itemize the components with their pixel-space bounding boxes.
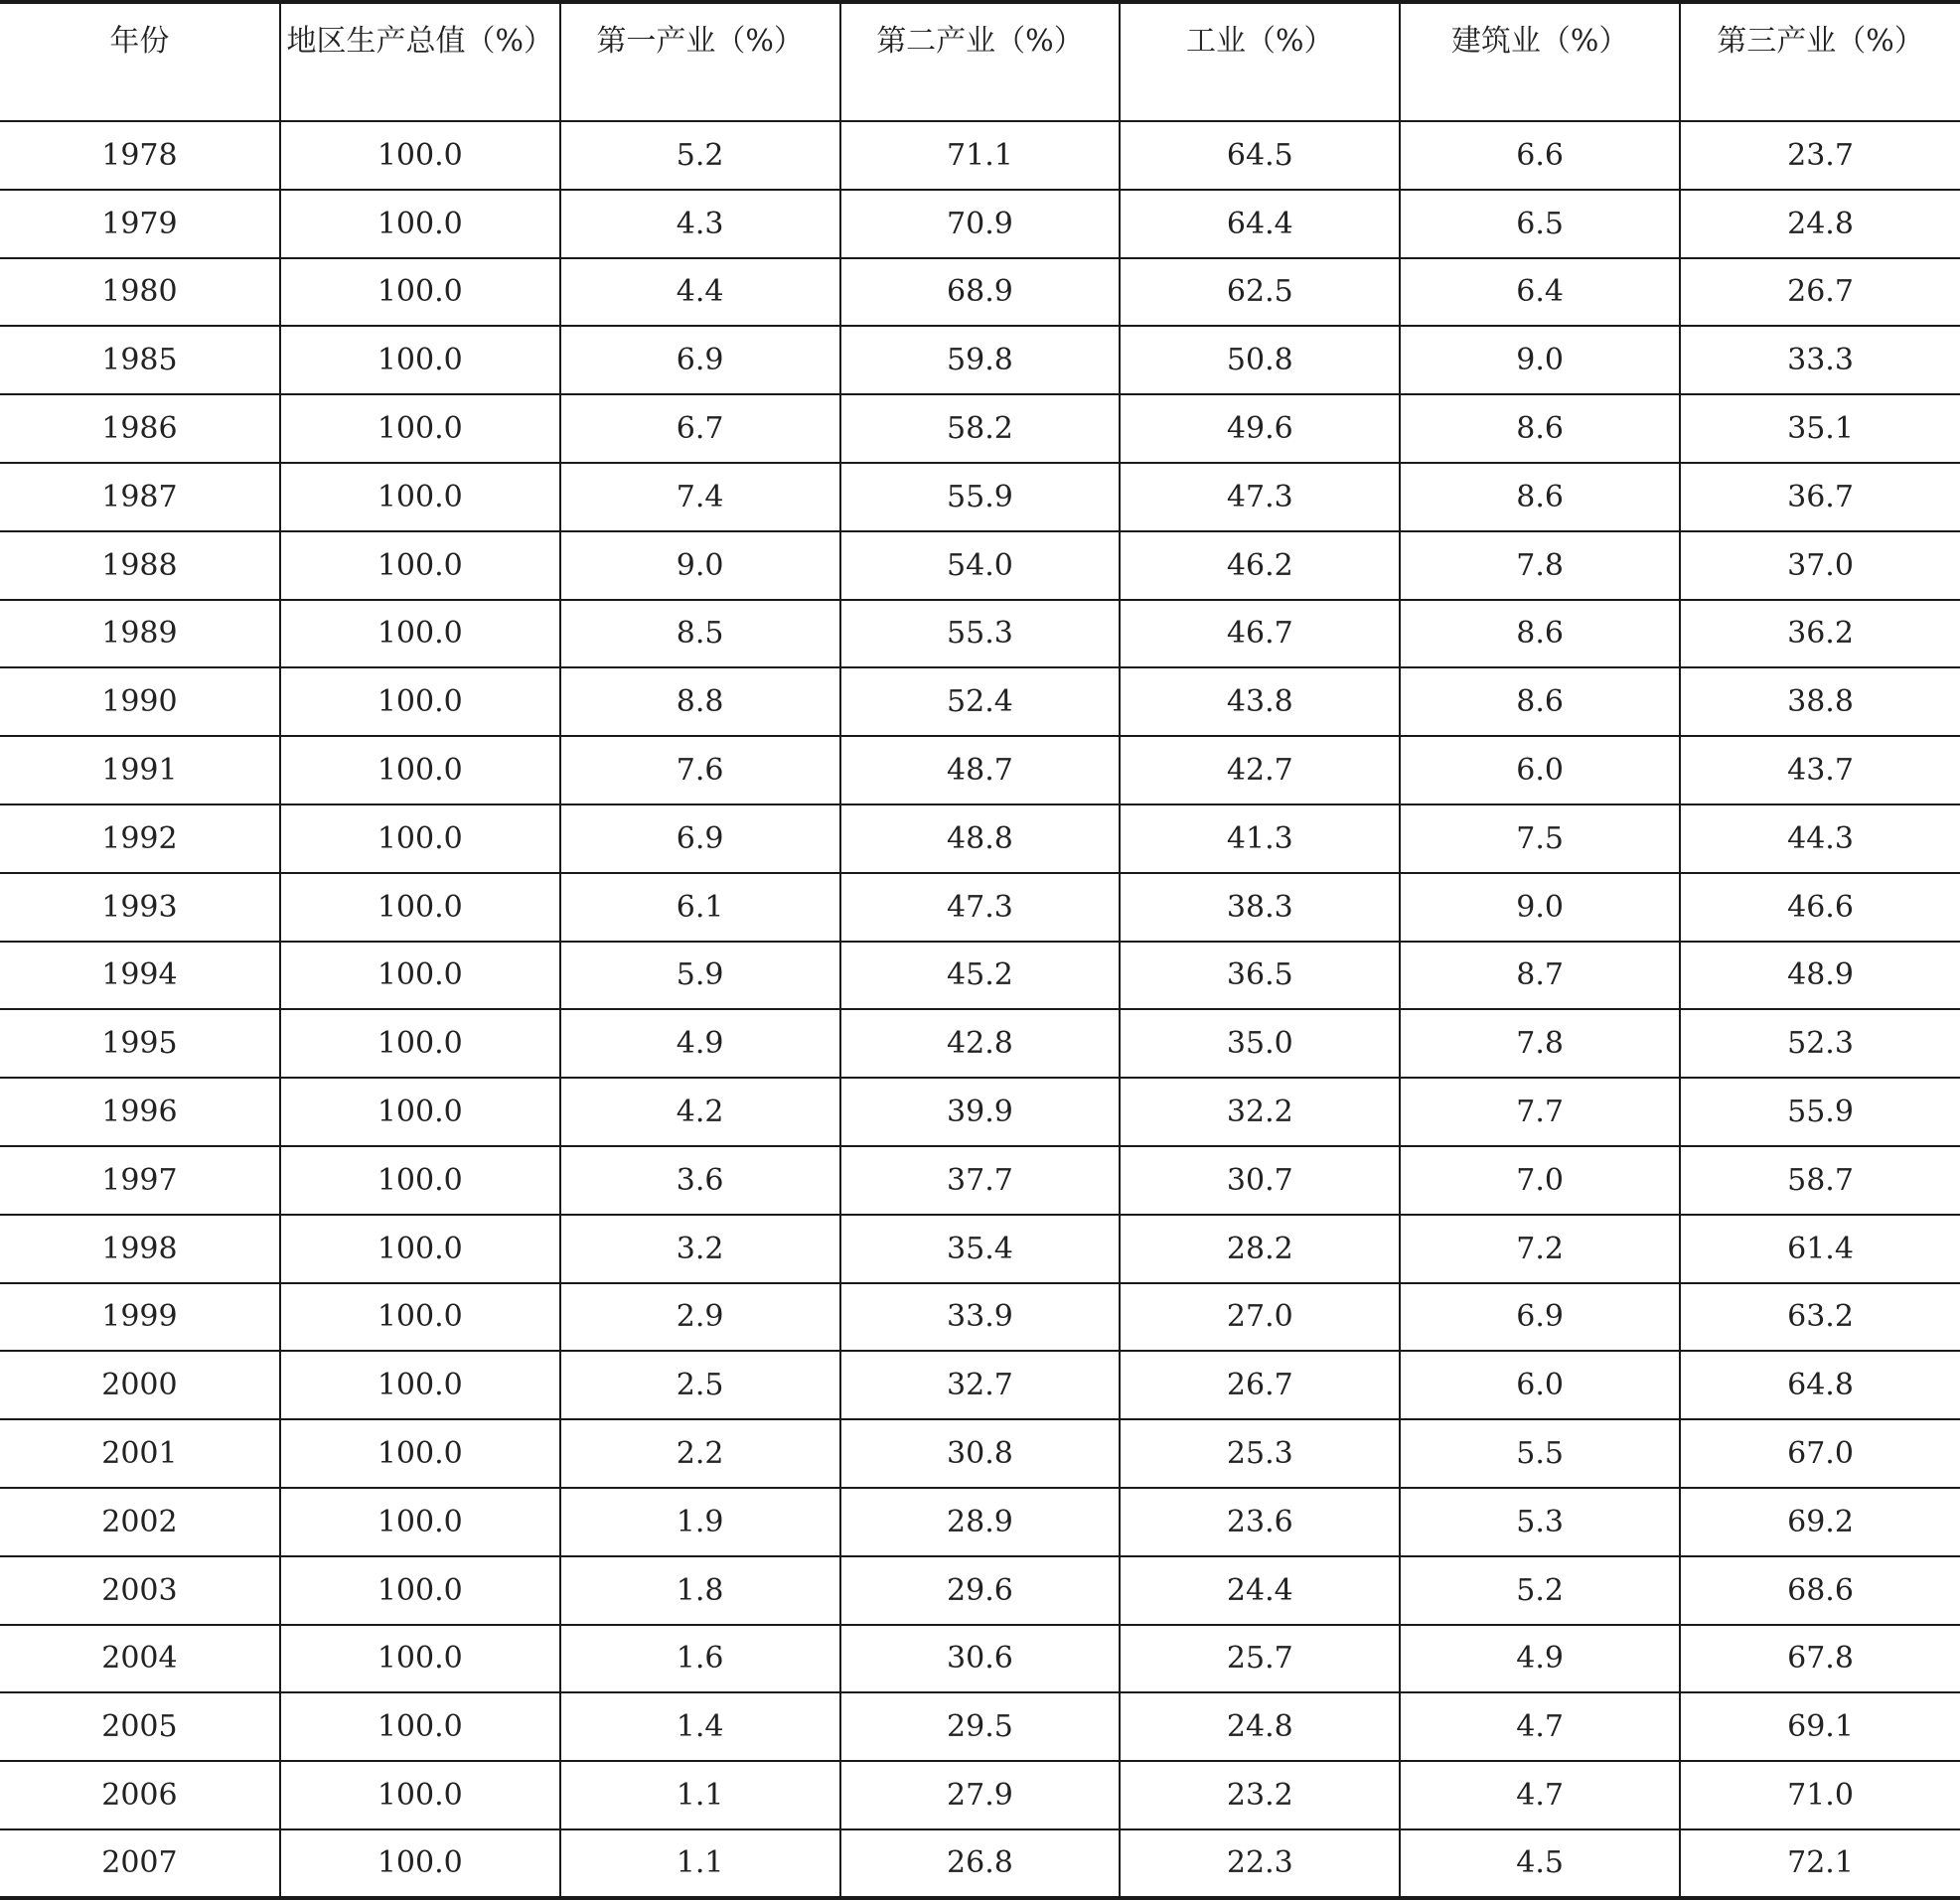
- value-cell: 100.0: [280, 463, 560, 531]
- table-row: [0, 1078, 1960, 1146]
- value-cell: 43.7: [1680, 736, 1960, 804]
- value-cell: 100.0: [280, 942, 560, 1010]
- value-cell: 100.0: [280, 190, 560, 258]
- table-row: [0, 1761, 1960, 1829]
- value-cell: 6.0: [1400, 1351, 1680, 1419]
- value-cell: 52.3: [1680, 1009, 1960, 1078]
- value-cell: 1.4: [560, 1692, 840, 1761]
- value-cell: 41.3: [1120, 804, 1400, 873]
- value-cell: 100.0: [280, 1419, 560, 1488]
- value-cell: 4.2: [560, 1078, 840, 1146]
- value-cell: 30.6: [840, 1625, 1121, 1693]
- value-cell: 50.8: [1120, 326, 1400, 394]
- value-cell: 49.6: [1120, 394, 1400, 463]
- year-cell: 1995: [0, 1009, 280, 1078]
- value-cell: 69.1: [1680, 1692, 1960, 1761]
- value-cell: 25.7: [1120, 1625, 1400, 1693]
- value-cell: 46.6: [1680, 873, 1960, 942]
- value-cell: 100.0: [280, 326, 560, 394]
- value-cell: 6.9: [1400, 1283, 1680, 1352]
- table-row: [0, 1556, 1960, 1625]
- value-cell: 5.2: [560, 121, 840, 190]
- column-header: 地区生产总值（%）: [280, 2, 560, 121]
- value-cell: 1.1: [560, 1829, 840, 1898]
- value-cell: 100.0: [280, 1829, 560, 1898]
- value-cell: 100.0: [280, 736, 560, 804]
- value-cell: 35.0: [1120, 1009, 1400, 1078]
- value-cell: 47.3: [1120, 463, 1400, 531]
- value-cell: 8.5: [560, 600, 840, 668]
- column-header: 工业（%）: [1120, 2, 1400, 121]
- value-cell: 6.6: [1400, 121, 1680, 190]
- value-cell: 100.0: [280, 873, 560, 942]
- value-cell: 100.0: [280, 531, 560, 600]
- value-cell: 9.0: [1400, 326, 1680, 394]
- year-cell: 2007: [0, 1829, 280, 1898]
- value-cell: 4.7: [1400, 1761, 1680, 1829]
- value-cell: 100.0: [280, 600, 560, 668]
- value-cell: 1.8: [560, 1556, 840, 1625]
- value-cell: 52.4: [840, 667, 1121, 736]
- value-cell: 6.5: [1400, 190, 1680, 258]
- value-cell: 9.0: [560, 531, 840, 600]
- table-row: [0, 1692, 1960, 1761]
- value-cell: 2.9: [560, 1283, 840, 1352]
- value-cell: 6.1: [560, 873, 840, 942]
- value-cell: 30.8: [840, 1419, 1121, 1488]
- value-cell: 62.5: [1120, 258, 1400, 327]
- value-cell: 63.2: [1680, 1283, 1960, 1352]
- table-row: [0, 667, 1960, 736]
- value-cell: 7.5: [1400, 804, 1680, 873]
- header-row: [0, 2, 1960, 121]
- value-cell: 42.7: [1120, 736, 1400, 804]
- value-cell: 38.8: [1680, 667, 1960, 736]
- value-cell: 8.7: [1400, 942, 1680, 1010]
- value-cell: 8.6: [1400, 600, 1680, 668]
- year-cell: 2006: [0, 1761, 280, 1829]
- table-row: [0, 326, 1960, 394]
- table-row: [0, 1215, 1960, 1283]
- value-cell: 100.0: [280, 667, 560, 736]
- column-header: 第二产业（%）: [840, 2, 1121, 121]
- value-cell: 1.6: [560, 1625, 840, 1693]
- year-cell: 1988: [0, 531, 280, 600]
- value-cell: 46.7: [1120, 600, 1400, 668]
- value-cell: 8.6: [1400, 667, 1680, 736]
- table-row: [0, 1488, 1960, 1556]
- column-header: 年份: [0, 2, 280, 121]
- value-cell: 9.0: [1400, 873, 1680, 942]
- year-cell: 2004: [0, 1625, 280, 1693]
- value-cell: 35.4: [840, 1215, 1121, 1283]
- table-row: [0, 1283, 1960, 1352]
- value-cell: 35.1: [1680, 394, 1960, 463]
- value-cell: 100.0: [280, 1078, 560, 1146]
- value-cell: 29.5: [840, 1692, 1121, 1761]
- value-cell: 8.6: [1400, 463, 1680, 531]
- value-cell: 26.8: [840, 1829, 1121, 1898]
- value-cell: 27.0: [1120, 1283, 1400, 1352]
- value-cell: 100.0: [280, 1283, 560, 1352]
- value-cell: 6.9: [560, 804, 840, 873]
- value-cell: 58.7: [1680, 1146, 1960, 1215]
- value-cell: 4.7: [1400, 1692, 1680, 1761]
- value-cell: 55.9: [1680, 1078, 1960, 1146]
- table-row: [0, 190, 1960, 258]
- value-cell: 44.3: [1680, 804, 1960, 873]
- value-cell: 100.0: [280, 1351, 560, 1419]
- year-cell: 1986: [0, 394, 280, 463]
- value-cell: 38.3: [1120, 873, 1400, 942]
- value-cell: 1.1: [560, 1761, 840, 1829]
- value-cell: 5.5: [1400, 1419, 1680, 1488]
- value-cell: 100.0: [280, 121, 560, 190]
- value-cell: 6.7: [560, 394, 840, 463]
- table-row: [0, 942, 1960, 1010]
- year-cell: 1996: [0, 1078, 280, 1146]
- table-row: [0, 736, 1960, 804]
- value-cell: 7.8: [1400, 531, 1680, 600]
- column-header: 第一产业（%）: [560, 2, 840, 121]
- value-cell: 2.5: [560, 1351, 840, 1419]
- value-cell: 100.0: [280, 1215, 560, 1283]
- value-cell: 100.0: [280, 1625, 560, 1693]
- value-cell: 100.0: [280, 258, 560, 327]
- year-cell: 1979: [0, 190, 280, 258]
- value-cell: 100.0: [280, 1009, 560, 1078]
- value-cell: 71.0: [1680, 1761, 1960, 1829]
- value-cell: 100.0: [280, 394, 560, 463]
- value-cell: 4.4: [560, 258, 840, 327]
- table-row: [0, 1351, 1960, 1419]
- value-cell: 5.3: [1400, 1488, 1680, 1556]
- value-cell: 67.8: [1680, 1625, 1960, 1693]
- value-cell: 45.2: [840, 942, 1121, 1010]
- value-cell: 67.0: [1680, 1419, 1960, 1488]
- value-cell: 37.7: [840, 1146, 1121, 1215]
- value-cell: 70.9: [840, 190, 1121, 258]
- table-row: [0, 463, 1960, 531]
- value-cell: 36.7: [1680, 463, 1960, 531]
- value-cell: 25.3: [1120, 1419, 1400, 1488]
- value-cell: 64.4: [1120, 190, 1400, 258]
- value-cell: 3.6: [560, 1146, 840, 1215]
- year-cell: 1980: [0, 258, 280, 327]
- year-cell: 2002: [0, 1488, 280, 1556]
- value-cell: 55.3: [840, 600, 1121, 668]
- value-cell: 23.6: [1120, 1488, 1400, 1556]
- value-cell: 7.7: [1400, 1078, 1680, 1146]
- value-cell: 30.7: [1120, 1146, 1400, 1215]
- year-cell: 1997: [0, 1146, 280, 1215]
- value-cell: 24.4: [1120, 1556, 1400, 1625]
- table-row: [0, 394, 1960, 463]
- value-cell: 24.8: [1120, 1692, 1400, 1761]
- table-header: [0, 2, 1960, 121]
- year-cell: 2000: [0, 1351, 280, 1419]
- value-cell: 42.8: [840, 1009, 1121, 1078]
- value-cell: 22.3: [1120, 1829, 1400, 1898]
- value-cell: 32.2: [1120, 1078, 1400, 1146]
- value-cell: 33.9: [840, 1283, 1121, 1352]
- year-cell: 1978: [0, 121, 280, 190]
- value-cell: 68.9: [840, 258, 1121, 327]
- value-cell: 4.9: [1400, 1625, 1680, 1693]
- value-cell: 68.6: [1680, 1556, 1960, 1625]
- value-cell: 5.2: [1400, 1556, 1680, 1625]
- value-cell: 7.6: [560, 736, 840, 804]
- value-cell: 43.8: [1120, 667, 1400, 736]
- value-cell: 26.7: [1680, 258, 1960, 327]
- column-header: 建筑业（%）: [1400, 2, 1680, 121]
- year-cell: 1994: [0, 942, 280, 1010]
- year-cell: 1992: [0, 804, 280, 873]
- value-cell: 23.7: [1680, 121, 1960, 190]
- value-cell: 100.0: [280, 804, 560, 873]
- value-cell: 7.4: [560, 463, 840, 531]
- value-cell: 55.9: [840, 463, 1121, 531]
- value-cell: 71.1: [840, 121, 1121, 190]
- value-cell: 28.2: [1120, 1215, 1400, 1283]
- table-row: [0, 1419, 1960, 1488]
- value-cell: 69.2: [1680, 1488, 1960, 1556]
- value-cell: 39.9: [840, 1078, 1121, 1146]
- value-cell: 4.9: [560, 1009, 840, 1078]
- year-cell: 1989: [0, 600, 280, 668]
- value-cell: 48.8: [840, 804, 1121, 873]
- value-cell: 24.8: [1680, 190, 1960, 258]
- value-cell: 58.2: [840, 394, 1121, 463]
- value-cell: 37.0: [1680, 531, 1960, 600]
- value-cell: 64.8: [1680, 1351, 1960, 1419]
- value-cell: 48.7: [840, 736, 1121, 804]
- value-cell: 36.5: [1120, 942, 1400, 1010]
- value-cell: 7.8: [1400, 1009, 1680, 1078]
- value-cell: 6.9: [560, 326, 840, 394]
- value-cell: 27.9: [840, 1761, 1121, 1829]
- value-cell: 8.6: [1400, 394, 1680, 463]
- value-cell: 28.9: [840, 1488, 1121, 1556]
- year-cell: 2001: [0, 1419, 280, 1488]
- table-row: [0, 804, 1960, 873]
- year-cell: 1985: [0, 326, 280, 394]
- year-cell: 1993: [0, 873, 280, 942]
- value-cell: 5.9: [560, 942, 840, 1010]
- value-cell: 59.8: [840, 326, 1121, 394]
- table-row: [0, 121, 1960, 190]
- value-cell: 61.4: [1680, 1215, 1960, 1283]
- table-row: [0, 1146, 1960, 1215]
- year-cell: 1999: [0, 1283, 280, 1352]
- value-cell: 100.0: [280, 1488, 560, 1556]
- value-cell: 1.9: [560, 1488, 840, 1556]
- value-cell: 100.0: [280, 1692, 560, 1761]
- value-cell: 54.0: [840, 531, 1121, 600]
- value-cell: 100.0: [280, 1761, 560, 1829]
- value-cell: 47.3: [840, 873, 1121, 942]
- value-cell: 46.2: [1120, 531, 1400, 600]
- year-cell: 1990: [0, 667, 280, 736]
- value-cell: 48.9: [1680, 942, 1960, 1010]
- value-cell: 8.8: [560, 667, 840, 736]
- value-cell: 3.2: [560, 1215, 840, 1283]
- value-cell: 26.7: [1120, 1351, 1400, 1419]
- year-cell: 1987: [0, 463, 280, 531]
- value-cell: 100.0: [280, 1556, 560, 1625]
- value-cell: 36.2: [1680, 600, 1960, 668]
- value-cell: 4.3: [560, 190, 840, 258]
- table-row: [0, 1009, 1960, 1078]
- year-cell: 1998: [0, 1215, 280, 1283]
- table-body: [0, 121, 1960, 1898]
- table-row: [0, 1829, 1960, 1898]
- value-cell: 100.0: [280, 1146, 560, 1215]
- value-cell: 4.5: [1400, 1829, 1680, 1898]
- table-row: [0, 600, 1960, 668]
- column-header: 第三产业（%）: [1680, 2, 1960, 121]
- value-cell: 23.2: [1120, 1761, 1400, 1829]
- value-cell: 7.2: [1400, 1215, 1680, 1283]
- value-cell: 7.0: [1400, 1146, 1680, 1215]
- value-cell: 6.0: [1400, 736, 1680, 804]
- value-cell: 2.2: [560, 1419, 840, 1488]
- table-row: [0, 531, 1960, 600]
- table-row: [0, 873, 1960, 942]
- value-cell: 29.6: [840, 1556, 1121, 1625]
- value-cell: 6.4: [1400, 258, 1680, 327]
- table-row: [0, 1625, 1960, 1693]
- year-cell: 1991: [0, 736, 280, 804]
- year-cell: 2005: [0, 1692, 280, 1761]
- table-row: [0, 258, 1960, 327]
- year-cell: 2003: [0, 1556, 280, 1625]
- value-cell: 33.3: [1680, 326, 1960, 394]
- value-cell: 32.7: [840, 1351, 1121, 1419]
- value-cell: 72.1: [1680, 1829, 1960, 1898]
- value-cell: 64.5: [1120, 121, 1400, 190]
